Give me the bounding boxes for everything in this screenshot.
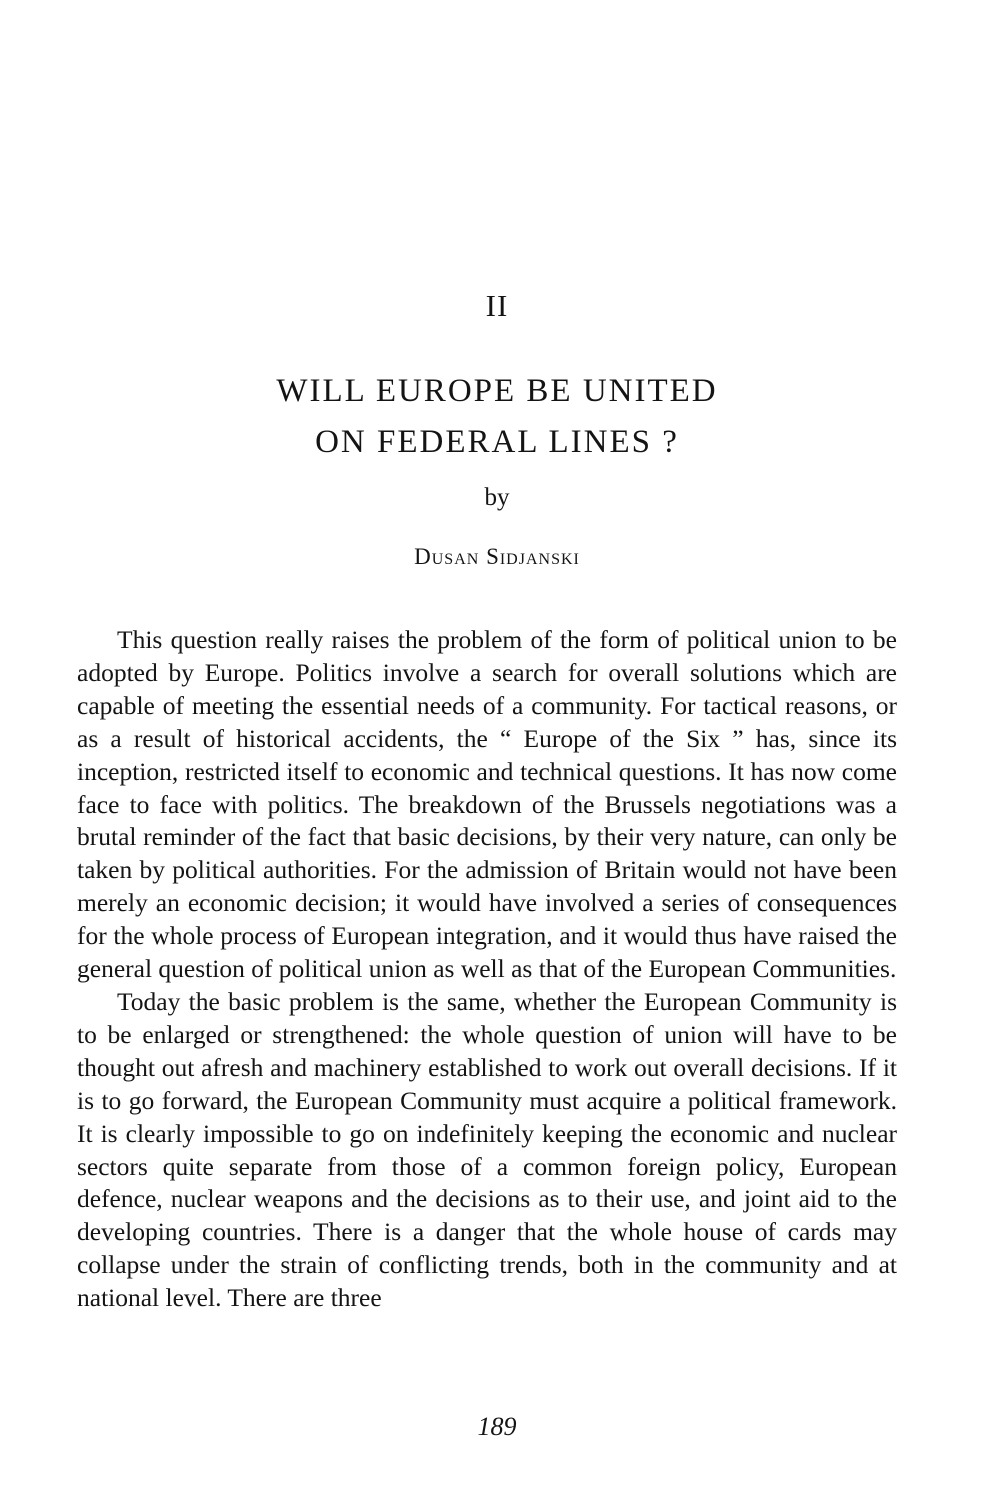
- paragraph-2: Today the basic problem is the same, whether the European Community is to be enlarged or strengthened: the whole question of union will have to be thought out afresh and machinery established to work out overall decisions. If it is to go forward, the European Community must acquire a political framework. It is clearly impossible to go on indefinitely keeping the economic and nuclear sectors quite separate from those of a common foreign policy, European defence, nuclear weapons and the decisions as to their use, and joint aid to the developing countries. There is a danger that the whole house of cards may collapse under the strain of conflicting trends, both in the community and at national level. There are three: [77, 986, 897, 1313]
- byline: by: [484, 484, 510, 511]
- paragraph-1: This question really raises the problem of the form of political union to be adopted by Europe. Politics involve a search for overall solutions which are capable of meeting the essential needs of a community. For tactical reasons, or as a result of historical accidents, the “ Europe of the Six ” has, since its inception, restricted itself to economic and technical questions. It has now come face to face with politics. The breakdown of the Brussels negotiations was a brutal reminder of the fact that basic decisions, by their very nature, can only be taken by political authorities. For the admission of Britain would not have been merely an economic decision; it would have involved a series of consequences for the whole process of European integration, and it would thus have raised the general question of political union as well as that of the European Communities.: [77, 625, 897, 984]
- chapter-number: II: [485, 288, 509, 323]
- chapter-title-line-1: WILL EUROPE BE UNITED: [276, 373, 718, 409]
- body-text: [77, 624, 897, 1315]
- chapter-title-line-2: ON FEDERAL LINES ?: [315, 424, 679, 460]
- author-name: Dusan Sidjanski: [414, 544, 580, 569]
- chapter-title: [0, 366, 994, 468]
- page-number: 189: [477, 1412, 517, 1441]
